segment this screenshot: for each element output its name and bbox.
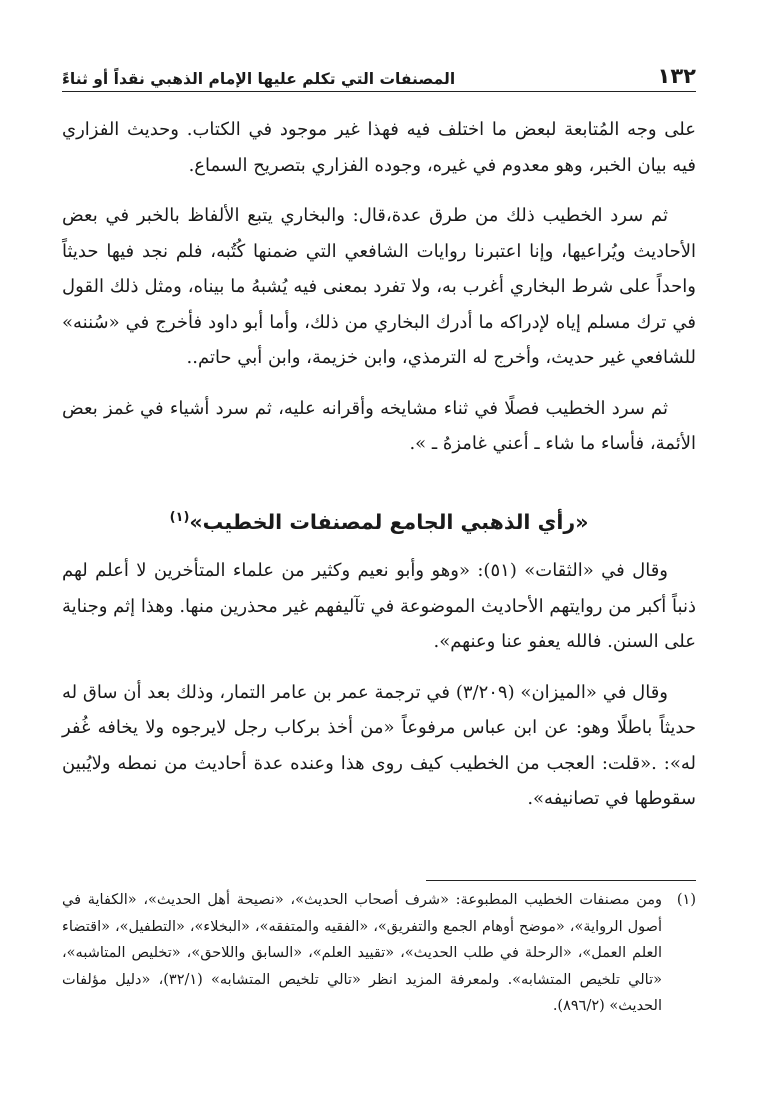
section-heading <box>62 502 696 538</box>
footnote-text: ومن مصنفات الخطيب المطبوعة: «شرف أصحاب الحديث»، «نصيحة أهل الحديث»، «الكفاية في أصول الرواية»، «موضح أوهام الجمع والتفريق»، «الفقيه والمتفقه»، «البخلاء»، «التطفيل»، «اقتضاء العلم العمل»، «الرحلة في طلب الحديث»، «تقييد العلم»، «السابق واللاحق»، «تخليص المتاشبه»، «تالي تلخيص المتشابه». ولمعرفة المزيد انظر «تالي تلخيص المتشابه» (٣٢/١)، «دليل مؤلفات الحديث» (٨٩٦/٢). <box>62 892 662 1014</box>
running-title: المصنفات التي تكلم عليها الإمام الذهبي نقداً أو ثناءً <box>62 70 456 88</box>
footnote-reference: (١) <box>169 509 190 525</box>
footnote <box>62 887 696 1020</box>
section-heading-text: «رأي الذهبي الجامع لمصنفات الخطيب» <box>189 509 589 534</box>
page-number: ١٣٢ <box>657 64 696 88</box>
footnote-rule <box>426 880 696 881</box>
footnote-marker: (١) <box>676 892 696 908</box>
paragraph: وقال في «الميزان» (٣/٢٠٩) في ترجمة عمر بن عامر التمار، وذلك بعد أن ساق له حديثاً باطلًا وهو: عن ابن عباس مرفوعاً «من أخذ بركاب رجل لايرجوه ولا يخافه غُفر له»: .«قلت: العجب من الخطيب كيف روى هذا وعنده عدة أحاديث من نمطه ولايُبين سقوطها في تصانيفه». <box>62 681 696 810</box>
main-text <box>62 112 696 832</box>
running-header <box>62 58 696 88</box>
paragraph: على وجه المُتابعة لبعض ما اختلف فيه فهذا غير موجود في الكتاب. وحديث الفزاري فيه بيان الخبر، وهو معدوم في غيره، وجوده الفزاري بتصريح السماع. <box>62 119 696 176</box>
paragraph: وقال في «الثقات» (٥١): «وهو وأبو نعيم وكثير من علماء المتأخرين لا أعلم لهم ذنباً أكبر من روايتهم الأحاديث الموضوعة في تآليفهم غير محذرين منها. وهذا إثم وجناية على السنن. فالله يعفو عنا وعنهم». <box>62 560 696 653</box>
header-rule <box>62 91 696 92</box>
paragraph: ثم سرد الخطيب ذلك من طرق عدة،قال: والبخاري يتبع الألفاظ بالخبر في بعض الأحاديث ويُراعيها، وإنا اعتبرنا روايات الشافعي التي ضمنها كُتُبه، فلم نجد فيها حديثاً واحداً على شرط البخاري أغرب به، ولا تفرد بمعنى فيه يُشبهُ ما بيناه، ومثل ذلك القول في ترك مسلم إياه لإدراكه ما أدرك البخاري من ذلك، وأما أبو داود فأخرج في «سُننه» للشافعي غير حديث، وأخرج له الترمذي، وابن خزيمة، وابن أبي حاتم.. <box>62 205 696 368</box>
book-page <box>62 0 696 1100</box>
paragraph: ثم سرد الخطيب فصلًا في ثناء مشايخه وأقرانه عليه، ثم سرد أشياء في غمز بعض الأئمة، فأساء ما شاء ـ أعني غامزهُ ـ ». <box>62 397 696 454</box>
